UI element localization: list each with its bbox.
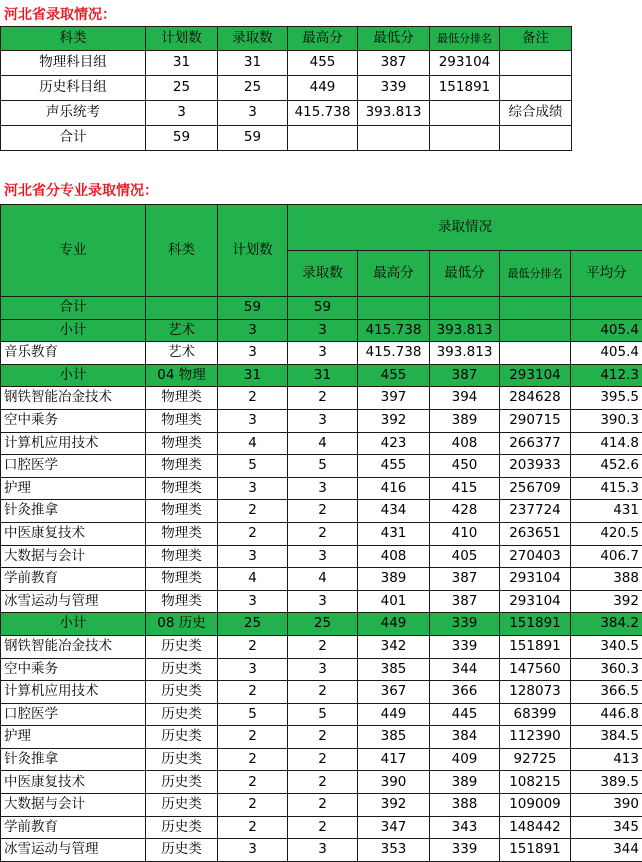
major-cell: 3 <box>288 477 358 500</box>
major-cell: 5 <box>218 455 288 478</box>
header-category: 科类 <box>146 205 218 297</box>
major-cell: 2 <box>218 794 288 817</box>
major-cell: 203933 <box>500 455 571 478</box>
major-cell: 3 <box>288 658 358 681</box>
major-cell: 151891 <box>500 635 571 658</box>
major-cell: 5 <box>288 703 358 726</box>
major-cell: 147560 <box>500 658 571 681</box>
major-cell: 学前教育 <box>1 568 146 591</box>
summary-header-cell: 录取数 <box>218 27 288 51</box>
major-cell: 151891 <box>500 839 571 862</box>
major-cell: 128073 <box>500 681 571 704</box>
major-cell: 431 <box>571 500 642 523</box>
major-cell: 392 <box>358 409 430 432</box>
header-sub-cell: 最低分 <box>430 251 500 297</box>
major-cell: 2 <box>218 681 288 704</box>
subtotal-row <box>1 319 642 342</box>
major-cell: 历史类 <box>146 726 218 749</box>
major-cell: 针灸推拿 <box>1 748 146 771</box>
major-row <box>1 658 642 681</box>
summary-cell <box>288 126 358 151</box>
major-cell: 410 <box>430 522 500 545</box>
major-cell: 物理类 <box>146 590 218 613</box>
major-cell: 04 物理 <box>146 364 218 387</box>
major-cell: 59 <box>288 297 358 320</box>
major-cell: 389 <box>358 568 430 591</box>
summary-cell: 25 <box>218 76 288 101</box>
major-cell: 389.5 <box>571 771 642 794</box>
major-row <box>1 432 642 455</box>
major-cell: 390.3 <box>571 409 642 432</box>
major-cell: 历史类 <box>146 794 218 817</box>
major-cell: 417 <box>358 748 430 771</box>
summary-cell <box>430 101 500 126</box>
major-cell: 112390 <box>500 726 571 749</box>
major-row <box>1 500 642 523</box>
major-cell: 31 <box>218 364 288 387</box>
major-cell: 389 <box>430 771 500 794</box>
major-cell: 3 <box>288 342 358 365</box>
major-cell: 416 <box>358 477 430 500</box>
subtotal-row <box>1 364 642 387</box>
major-cell: 音乐教育 <box>1 342 146 365</box>
major-cell: 343 <box>430 816 500 839</box>
major-cell: 历史类 <box>146 681 218 704</box>
major-cell: 344 <box>571 839 642 862</box>
major-cell: 109009 <box>500 794 571 817</box>
summary-cell: 合计 <box>1 126 146 151</box>
summary-cell: 25 <box>146 76 218 101</box>
major-cell: 445 <box>430 703 500 726</box>
major-cell: 2 <box>288 794 358 817</box>
major-row <box>1 703 642 726</box>
summary-header-cell: 最低分 <box>358 27 430 51</box>
header-sub-cell: 最高分 <box>358 251 430 297</box>
section1-title: 河北省录取情况： <box>4 7 116 23</box>
summary-cell: 59 <box>146 126 218 151</box>
summary-row <box>1 101 572 126</box>
major-cell: 237724 <box>500 500 571 523</box>
major-row <box>1 839 642 862</box>
major-cell: 3 <box>218 658 288 681</box>
major-cell: 408 <box>358 545 430 568</box>
major-cell <box>146 297 218 320</box>
major-cell: 3 <box>218 477 288 500</box>
major-cell: 360.3 <box>571 658 642 681</box>
summary-cell: 3 <box>218 101 288 126</box>
major-row <box>1 522 642 545</box>
major-cell: 物理类 <box>146 500 218 523</box>
section2-title: 河北省分专业录取情况： <box>4 183 158 199</box>
summary-cell: 物理科目组 <box>1 51 146 76</box>
major-cell: 2 <box>218 816 288 839</box>
major-cell <box>571 297 642 320</box>
major-cell: 物理类 <box>146 522 218 545</box>
major-cell: 钢铁智能冶金技术 <box>1 387 146 410</box>
major-cell: 408 <box>430 432 500 455</box>
major-cell: 390 <box>358 771 430 794</box>
major-cell: 2 <box>288 816 358 839</box>
summary-cell: 历史科目组 <box>1 76 146 101</box>
major-cell: 405.4 <box>571 319 642 342</box>
major-cell: 367 <box>358 681 430 704</box>
major-cell: 415.738 <box>358 319 430 342</box>
summary-cell <box>500 126 572 151</box>
major-cell: 物理类 <box>146 477 218 500</box>
major-cell: 空中乘务 <box>1 409 146 432</box>
major-row <box>1 681 642 704</box>
summary-cell: 31 <box>146 51 218 76</box>
major-cell: 413 <box>571 748 642 771</box>
major-cell: 2 <box>288 771 358 794</box>
summary-table <box>0 26 572 151</box>
major-cell: 385 <box>358 726 430 749</box>
major-cell: 59 <box>218 297 288 320</box>
major-cell: 31 <box>288 364 358 387</box>
major-cell: 钢铁智能冶金技术 <box>1 635 146 658</box>
summary-cell: 声乐统考 <box>1 101 146 126</box>
major-cell: 263651 <box>500 522 571 545</box>
major-cell: 物理类 <box>146 387 218 410</box>
major-cell: 4 <box>288 432 358 455</box>
major-cell: 393.813 <box>430 319 500 342</box>
major-cell: 148442 <box>500 816 571 839</box>
major-cell: 2 <box>288 681 358 704</box>
major-cell: 历史类 <box>146 635 218 658</box>
major-row <box>1 794 642 817</box>
major-cell: 394 <box>430 387 500 410</box>
major-cell: 3 <box>218 839 288 862</box>
major-cell: 384.5 <box>571 726 642 749</box>
major-cell: 08 历史 <box>146 613 218 636</box>
major-cell <box>500 297 571 320</box>
major-cell: 366 <box>430 681 500 704</box>
major-cell: 151891 <box>500 613 571 636</box>
major-cell: 2 <box>288 387 358 410</box>
major-cell: 5 <box>288 455 358 478</box>
major-cell: 353 <box>358 839 430 862</box>
major-cell: 392 <box>571 590 642 613</box>
major-header-row-top <box>1 205 642 251</box>
major-cell: 256709 <box>500 477 571 500</box>
major-cell: 284628 <box>500 387 571 410</box>
major-cell: 艺术 <box>146 319 218 342</box>
summary-cell: 151891 <box>430 76 500 101</box>
major-cell: 历史类 <box>146 771 218 794</box>
header-plan: 计划数 <box>218 205 288 297</box>
major-cell: 大数据与会计 <box>1 794 146 817</box>
major-cell: 2 <box>288 500 358 523</box>
major-cell: 428 <box>430 500 500 523</box>
major-cell: 389 <box>430 409 500 432</box>
major-row <box>1 409 642 432</box>
major-cell: 420.5 <box>571 522 642 545</box>
major-cell: 小计 <box>1 364 146 387</box>
header-major: 专业 <box>1 205 146 297</box>
header-sub-cell: 平均分 <box>571 251 642 297</box>
summary-header-cell: 最高分 <box>288 27 358 51</box>
major-cell: 412.3 <box>571 364 642 387</box>
major-cell: 护理 <box>1 726 146 749</box>
major-cell: 小计 <box>1 319 146 342</box>
major-cell: 空中乘务 <box>1 658 146 681</box>
major-row <box>1 726 642 749</box>
major-cell: 3 <box>218 545 288 568</box>
summary-cell: 3 <box>146 101 218 126</box>
major-cell: 2 <box>288 635 358 658</box>
major-row <box>1 477 642 500</box>
major-cell: 339 <box>430 613 500 636</box>
summary-cell <box>430 126 500 151</box>
major-cell: 387 <box>430 568 500 591</box>
major-row <box>1 590 642 613</box>
major-cell: 计算机应用技术 <box>1 681 146 704</box>
summary-row <box>1 51 572 76</box>
major-row <box>1 816 642 839</box>
header-sub-cell: 最低分排名 <box>500 251 571 297</box>
major-cell: 4 <box>218 568 288 591</box>
major-cell: 口腔医学 <box>1 703 146 726</box>
major-cell: 物理类 <box>146 545 218 568</box>
major-cell: 4 <box>218 432 288 455</box>
major-cell: 历史类 <box>146 658 218 681</box>
major-cell: 学前教育 <box>1 816 146 839</box>
major-cell: 2 <box>218 500 288 523</box>
summary-cell: 449 <box>288 76 358 101</box>
major-cell: 409 <box>430 748 500 771</box>
major-cell: 历史类 <box>146 748 218 771</box>
major-cell: 415 <box>430 477 500 500</box>
major-row <box>1 387 642 410</box>
major-cell: 68399 <box>500 703 571 726</box>
summary-cell <box>500 76 572 101</box>
major-cell: 冰雪运动与管理 <box>1 590 146 613</box>
major-cell: 446.8 <box>571 703 642 726</box>
major-cell: 3 <box>218 590 288 613</box>
major-cell: 中医康复技术 <box>1 771 146 794</box>
major-cell: 历史类 <box>146 839 218 862</box>
major-cell: 342 <box>358 635 430 658</box>
major-cell: 434 <box>358 500 430 523</box>
major-cell: 405 <box>430 545 500 568</box>
major-cell: 历史类 <box>146 703 218 726</box>
major-cell: 3 <box>288 545 358 568</box>
major-cell: 401 <box>358 590 430 613</box>
major-table <box>0 204 642 862</box>
summary-cell: 59 <box>218 126 288 151</box>
major-cell: 计算机应用技术 <box>1 432 146 455</box>
major-cell: 387 <box>430 590 500 613</box>
major-cell: 历史类 <box>146 816 218 839</box>
major-cell: 物理类 <box>146 432 218 455</box>
major-cell: 中医康复技术 <box>1 522 146 545</box>
major-cell: 395.5 <box>571 387 642 410</box>
major-cell: 414.8 <box>571 432 642 455</box>
major-cell: 合计 <box>1 297 146 320</box>
major-cell: 2 <box>288 522 358 545</box>
summary-row <box>1 76 572 101</box>
major-cell: 345 <box>571 816 642 839</box>
major-cell: 2 <box>288 726 358 749</box>
major-cell: 449 <box>358 613 430 636</box>
summary-cell <box>500 51 572 76</box>
major-cell: 3 <box>218 319 288 342</box>
major-cell: 266377 <box>500 432 571 455</box>
major-row <box>1 635 642 658</box>
summary-cell: 综合成绩 <box>500 101 572 126</box>
major-cell: 物理类 <box>146 409 218 432</box>
major-cell: 25 <box>218 613 288 636</box>
major-cell: 3 <box>288 590 358 613</box>
major-cell: 405.4 <box>571 342 642 365</box>
summary-header-cell: 科类 <box>1 27 146 51</box>
major-cell: 2 <box>218 726 288 749</box>
major-cell: 2 <box>218 771 288 794</box>
summary-cell: 31 <box>218 51 288 76</box>
summary-cell: 387 <box>358 51 430 76</box>
major-cell: 415.738 <box>358 342 430 365</box>
major-cell: 384.2 <box>571 613 642 636</box>
major-cell: 390 <box>571 794 642 817</box>
major-cell: 270403 <box>500 545 571 568</box>
major-cell: 415.3 <box>571 477 642 500</box>
major-row <box>1 455 642 478</box>
major-cell: 347 <box>358 816 430 839</box>
major-cell: 455 <box>358 455 430 478</box>
summary-cell: 455 <box>288 51 358 76</box>
major-cell: 物理类 <box>146 455 218 478</box>
major-cell: 397 <box>358 387 430 410</box>
major-cell: 290715 <box>500 409 571 432</box>
major-cell: 2 <box>218 387 288 410</box>
major-cell: 92725 <box>500 748 571 771</box>
major-cell: 2 <box>218 522 288 545</box>
major-cell: 3 <box>288 839 358 862</box>
major-cell: 艺术 <box>146 342 218 365</box>
major-cell: 344 <box>430 658 500 681</box>
major-cell: 455 <box>358 364 430 387</box>
major-cell: 452.6 <box>571 455 642 478</box>
major-cell: 25 <box>288 613 358 636</box>
major-cell: 385 <box>358 658 430 681</box>
summary-header-cell: 最低分排名 <box>430 27 500 51</box>
major-cell: 450 <box>430 455 500 478</box>
major-cell: 3 <box>288 319 358 342</box>
summary-header-cell: 计划数 <box>146 27 218 51</box>
major-row <box>1 568 642 591</box>
major-cell: 293104 <box>500 590 571 613</box>
major-row <box>1 342 642 365</box>
summary-cell: 293104 <box>430 51 500 76</box>
major-cell: 384 <box>430 726 500 749</box>
major-cell: 340.5 <box>571 635 642 658</box>
major-cell: 小计 <box>1 613 146 636</box>
major-cell: 5 <box>218 703 288 726</box>
major-cell: 366.5 <box>571 681 642 704</box>
major-cell: 3 <box>218 409 288 432</box>
header-sub-cell: 录取数 <box>288 251 358 297</box>
summary-header-cell: 备注 <box>500 27 572 51</box>
major-cell: 293104 <box>500 364 571 387</box>
major-cell: 387 <box>430 364 500 387</box>
major-cell: 2 <box>218 635 288 658</box>
major-cell: 388 <box>571 568 642 591</box>
major-cell: 口腔医学 <box>1 455 146 478</box>
major-cell: 3 <box>288 409 358 432</box>
major-row <box>1 545 642 568</box>
major-cell: 108215 <box>500 771 571 794</box>
major-cell: 339 <box>430 635 500 658</box>
major-row <box>1 748 642 771</box>
major-cell: 大数据与会计 <box>1 545 146 568</box>
major-cell: 物理类 <box>146 568 218 591</box>
major-cell: 3 <box>218 342 288 365</box>
header-admission: 录取情况 <box>288 205 642 251</box>
major-cell: 冰雪运动与管理 <box>1 839 146 862</box>
subtotal-row <box>1 613 642 636</box>
major-row <box>1 771 642 794</box>
major-cell: 388 <box>430 794 500 817</box>
major-cell <box>430 297 500 320</box>
major-cell: 293104 <box>500 568 571 591</box>
major-cell: 2 <box>288 748 358 771</box>
major-cell: 431 <box>358 522 430 545</box>
major-cell: 4 <box>288 568 358 591</box>
major-cell <box>500 342 571 365</box>
major-cell <box>358 297 430 320</box>
major-cell <box>500 319 571 342</box>
major-cell: 针灸推拿 <box>1 500 146 523</box>
major-cell: 423 <box>358 432 430 455</box>
summary-cell: 339 <box>358 76 430 101</box>
total-row <box>1 297 642 320</box>
major-cell: 449 <box>358 703 430 726</box>
summary-cell: 415.738 <box>288 101 358 126</box>
major-cell: 406.7 <box>571 545 642 568</box>
major-cell: 2 <box>218 748 288 771</box>
summary-header-row <box>1 27 572 51</box>
summary-row <box>1 126 572 151</box>
major-cell: 护理 <box>1 477 146 500</box>
summary-cell: 393.813 <box>358 101 430 126</box>
major-cell: 393.813 <box>430 342 500 365</box>
summary-cell <box>358 126 430 151</box>
major-cell: 339 <box>430 839 500 862</box>
major-cell: 392 <box>358 794 430 817</box>
